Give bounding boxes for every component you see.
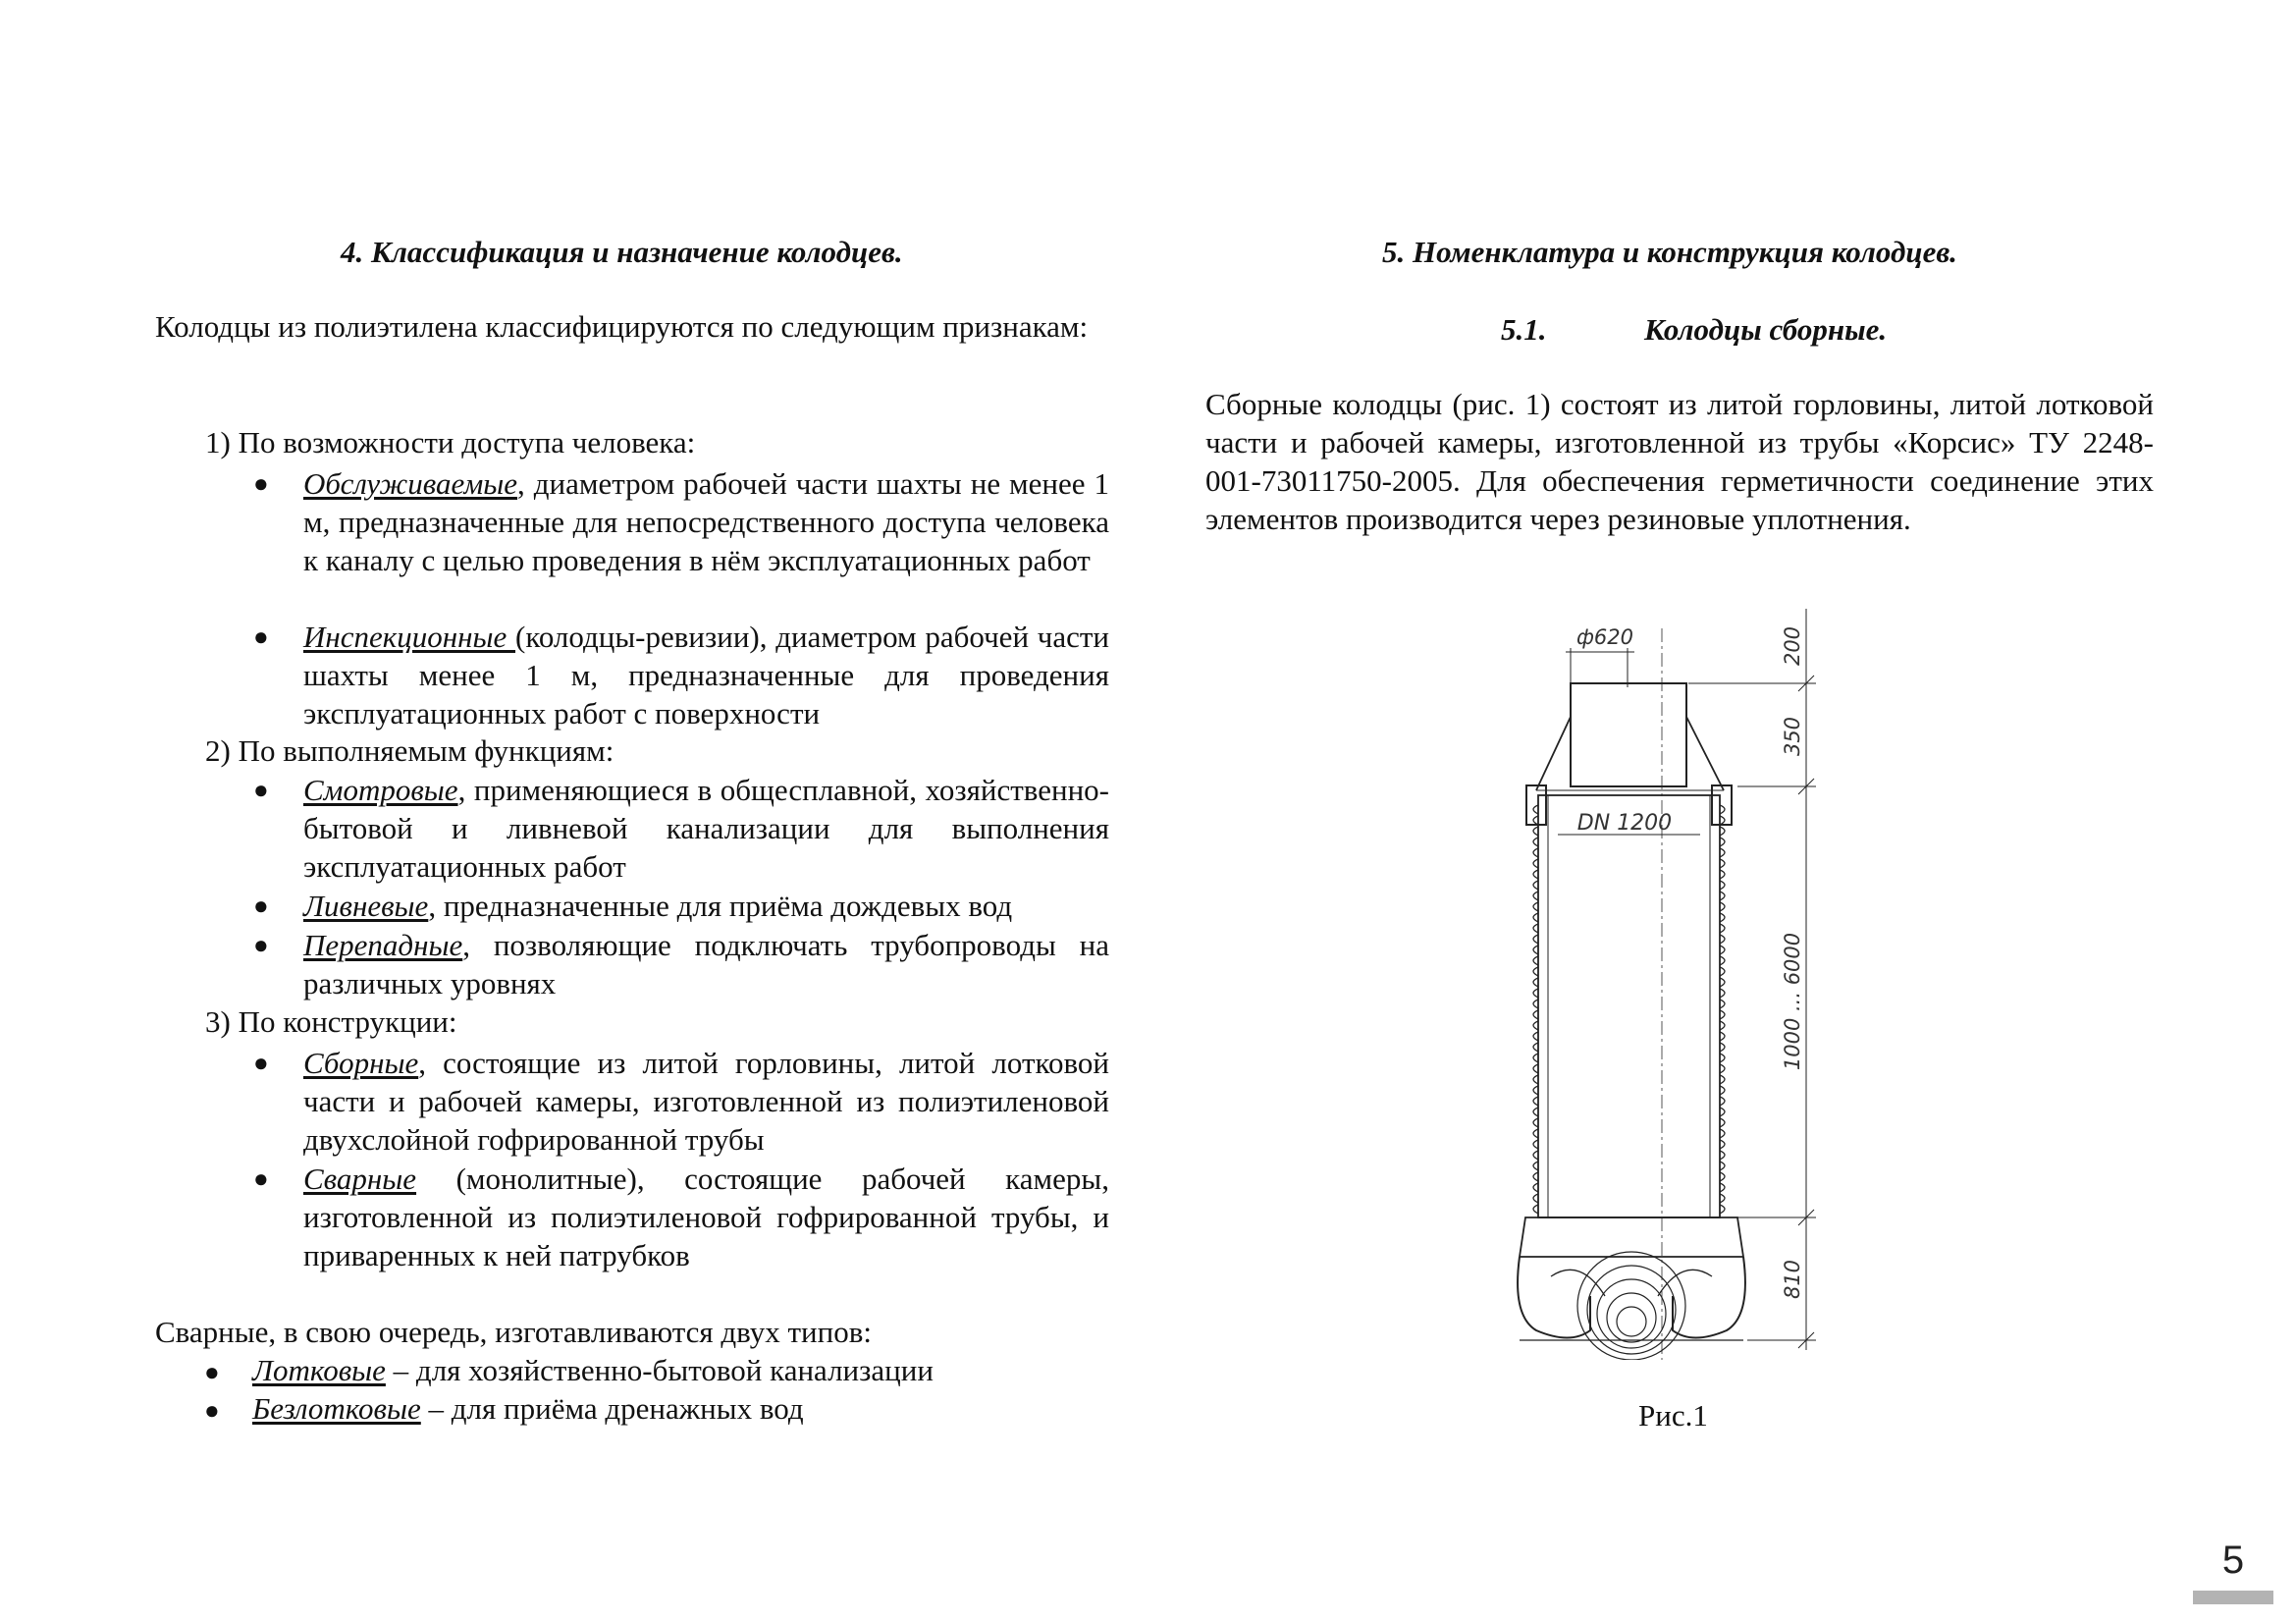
dimension-label: 350 bbox=[1781, 716, 1804, 757]
prefab-wells-paragraph: Сборные колодцы (рис. 1) состоят из литой горловины, литой лотковой части и рабочей камеры, изготовленной из трубы «Корсис» ТУ 2248-001-73011750-2005. Для обеспечения герметичности соединение этих элементов производится через резиновые уплотнения. bbox=[1205, 387, 2154, 536]
section-4-heading: 4. Классификация и назначение колодцев. bbox=[341, 235, 903, 269]
section-5-heading: 5. Номенклатура и конструкция колодцев. bbox=[1382, 235, 1957, 269]
outlet-pipe bbox=[1577, 1252, 1685, 1360]
list-item: Ливневые, предназначенные для приёма дождевых вод bbox=[303, 889, 1013, 923]
bullet-icon: ● bbox=[253, 622, 269, 651]
diameter-label: ф620 bbox=[1575, 625, 1634, 649]
neck bbox=[1571, 683, 1686, 786]
base-top bbox=[1520, 1217, 1743, 1257]
dimension-label: 810 bbox=[1781, 1259, 1804, 1300]
list-item: Безлотковые – для приёма дренажных вод bbox=[252, 1391, 804, 1426]
list-item: Смотровые, применяющиеся в общесплавной, хозяйственно-бытовой и ливневой канализации для выполнения эксплуатационных работ bbox=[303, 773, 1109, 884]
list-item: Лотковые – для хозяйственно-бытовой канализации bbox=[252, 1353, 934, 1387]
bullet-icon: ● bbox=[253, 469, 269, 498]
group-1-label: 1) По возможности доступа человека: bbox=[205, 425, 696, 460]
page-number: 5 bbox=[2221, 1539, 2245, 1582]
bullet-icon: ● bbox=[204, 1358, 220, 1386]
base-left bbox=[1518, 1257, 1590, 1338]
list-item: Сварные (монолитные), состоящие рабочей камеры, изготовленной из полиэтиленовой гофрированной трубы, и приваренных к ней патрубков bbox=[303, 1162, 1109, 1272]
dimension-label: 200 bbox=[1781, 625, 1804, 667]
subsection-title: Колодцы сборные. bbox=[1644, 312, 1888, 347]
bullet-icon: ● bbox=[204, 1396, 220, 1425]
list-item: Обслуживаемые, диаметром рабочей части шахты не менее 1 м, предназначенные для непосредственного доступа человека к каналу с целью проведения в нём эксплуатационных работ bbox=[303, 466, 1109, 577]
list-item: Перепадные, позволяющие подключать трубопроводы на различных уровнях bbox=[303, 928, 1109, 1000]
group-3-label: 3) По конструкции: bbox=[205, 1004, 457, 1039]
list-item: Сборные, состоящие из литой горловины, литой лотковой части и рабочей камеры, изготовленной из полиэтиленовой двухслойной гофрированной трубы bbox=[303, 1046, 1109, 1157]
corrugations bbox=[1533, 805, 1725, 1214]
dn-label: DN 1200 bbox=[1576, 811, 1673, 836]
page-number-bar bbox=[2193, 1591, 2273, 1604]
list-item: Инспекционные (колодцы-ревизии), диаметром рабочей части шахты менее 1 м, предназначенные для проведения эксплуатационных работ с поверхности bbox=[303, 620, 1109, 730]
bullet-icon: ● bbox=[253, 1164, 269, 1193]
dimension-label: 1000 ... 6000 bbox=[1781, 932, 1804, 1071]
group-2-label: 2) По выполняемым функциям: bbox=[205, 733, 614, 768]
seal-right bbox=[1712, 785, 1732, 825]
cone bbox=[1536, 717, 1724, 790]
welded-types-intro: Сварные, в свою очередь, изготавливаются двух типов: bbox=[155, 1315, 872, 1349]
bullet-icon: ● bbox=[253, 892, 269, 920]
base-right bbox=[1673, 1257, 1745, 1338]
bullet-icon: ● bbox=[253, 776, 269, 804]
classification-intro: Колодцы из полиэтилена классифицируются по следующим признакам: bbox=[155, 309, 1089, 344]
base-rib bbox=[1551, 1270, 1712, 1296]
figure-caption: Рис.1 bbox=[1638, 1398, 1708, 1433]
bullet-icon: ● bbox=[253, 1049, 269, 1077]
well-drawing bbox=[1512, 609, 1855, 1360]
subsection-number: 5.1. bbox=[1501, 312, 1547, 347]
bullet-icon: ● bbox=[253, 931, 269, 959]
chamber bbox=[1538, 795, 1720, 1217]
seal-left bbox=[1526, 785, 1546, 825]
